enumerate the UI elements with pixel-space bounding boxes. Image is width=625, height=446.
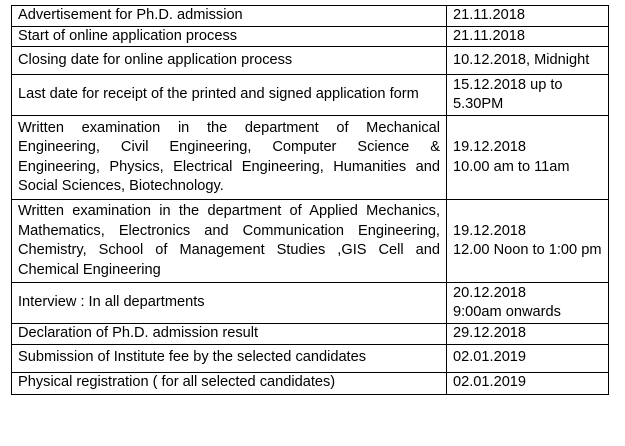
event-text: Last date for receipt of the printed and signed application form <box>18 86 419 103</box>
event-cell <box>12 26 447 47</box>
event-text: Declaration of Ph.D. admission result <box>18 325 259 341</box>
date-cell <box>447 283 609 324</box>
date-text: 19.12.2018 <box>453 222 527 239</box>
table-row <box>12 200 609 283</box>
event-cell <box>12 283 447 324</box>
date-text: 21.11.2018 <box>453 27 525 44</box>
date-time-text: 12.00 Noon to 1:00 pm <box>453 242 602 258</box>
event-text: Submission of Institute fee by the selected candidates <box>18 349 367 366</box>
date-text: 20.12.2018 <box>453 284 527 301</box>
table-row <box>12 344 609 372</box>
date-time-text: 10.00 am to 11am <box>453 158 570 175</box>
event-text: Physical registration ( for all selected candidates) <box>18 374 336 391</box>
event-text: Written examination in the department of Mechanical Engineering, Civil Engineering, Computer Science & Engineering, Physics, Electrical Engineering, Humanities and Social Sciences, Biotechnology. <box>18 119 440 194</box>
date-cell <box>447 200 609 283</box>
date-text: 19.12.2018 <box>453 139 527 155</box>
admission-schedule-table <box>11 5 609 395</box>
event-cell <box>12 47 447 75</box>
table-row <box>12 372 609 394</box>
event-cell <box>12 75 447 116</box>
date-cell <box>447 324 609 345</box>
event-cell <box>12 6 447 27</box>
table-row <box>12 116 609 200</box>
event-text: Advertisement for Ph.D. admission <box>18 7 243 23</box>
date-text: 02.01.2019 <box>453 374 527 391</box>
date-cell <box>447 47 609 75</box>
event-text: Written examination in the department of Applied Mechanics, Mathematics, Electronics and Communication Engineering, Chemistry, School of Management Studies ,GIS Cell and Chemical Engineering <box>18 203 440 278</box>
date-text: 29.12.2018 <box>453 325 527 341</box>
event-cell <box>12 324 447 345</box>
table-row <box>12 324 609 345</box>
date-text: 02.01.2019 <box>453 349 527 366</box>
table-row <box>12 26 609 47</box>
date-text: 21.11.2018 <box>453 7 525 23</box>
date-cell <box>447 75 609 116</box>
table-row <box>12 283 609 324</box>
table-row <box>12 47 609 75</box>
date-text: 10.12.2018, Midnight <box>453 51 590 68</box>
event-text: Start of online application process <box>18 27 238 44</box>
date-text: 15.12.2018 up to <box>453 76 563 93</box>
event-cell <box>12 344 447 372</box>
event-cell <box>12 200 447 283</box>
date-time-text: 9:00am onwards <box>453 304 561 320</box>
event-text: Interview : In all departments <box>18 294 205 311</box>
date-cell <box>447 344 609 372</box>
event-cell <box>12 116 447 200</box>
date-cell <box>447 6 609 27</box>
date-cell <box>447 116 609 200</box>
event-text: Closing date for online application process <box>18 51 293 68</box>
table-row <box>12 75 609 116</box>
table-row <box>12 6 609 27</box>
date-time-text: 5.30PM <box>453 96 504 112</box>
date-cell <box>447 372 609 394</box>
event-cell <box>12 372 447 394</box>
date-cell <box>447 26 609 47</box>
